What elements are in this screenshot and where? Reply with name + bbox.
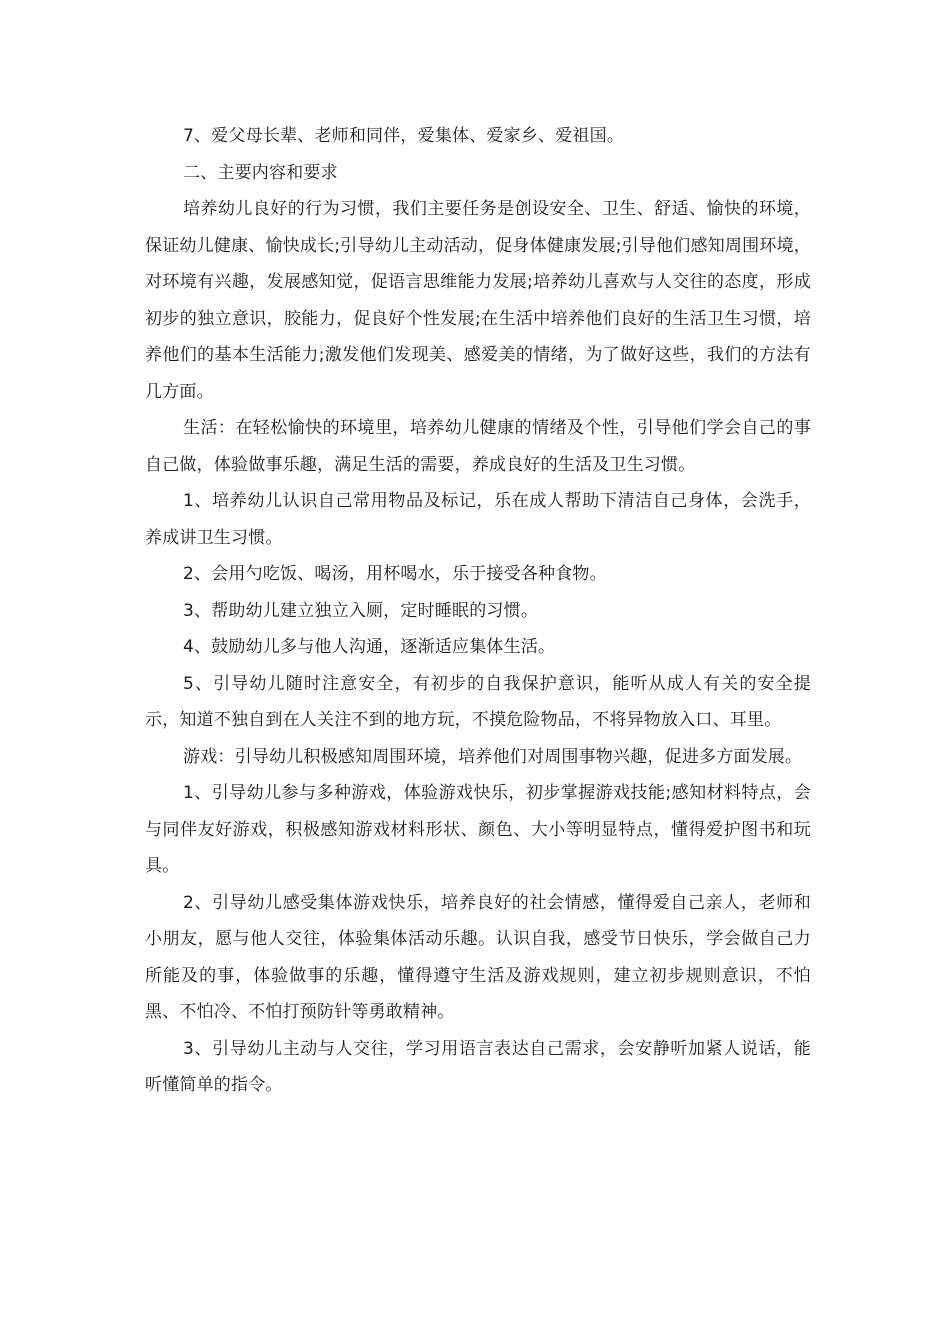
paragraph-item-7: 7、爱父母长辈、老师和同伴，爱集体、爱家乡、爱祖国。 — [183, 126, 625, 146]
section-heading-main-content: 二、主要内容和要求 — [183, 162, 338, 183]
document-body — [145, 118, 811, 1104]
life-item-5: 5、引导幼儿随时注意安全，有初步的自我保护意识，能听从成人有关的安全提示，知道不独自到在人关注不到的地方玩，不摸危险物品，不将异物放入口、耳里。 — [145, 673, 811, 730]
game-item-3: 3、引导幼儿主动与人交往，学习用语言表达自己需求，会安静听加紧人说话，能听懂简单的指令。 — [145, 1038, 811, 1095]
life-item-3: 3、帮助幼儿建立独立入厕，定时睡眠的习惯。 — [183, 600, 539, 621]
paragraph-game: 游戏：引导幼儿积极感知周围环境，培养他们对周围事物兴趣，促进多方面发展。 — [183, 746, 803, 767]
game-item-1: 1、引导幼儿参与多种游戏，体验游戏快乐，初步掌握游戏技能;感知材料特点，会与同伴友好游戏，积极感知游戏材料形状、颜色、大小等明显特点，懂得爱护图书和玩具。 — [145, 783, 811, 876]
life-item-4: 4、鼓励幼儿多与他人沟通，逐渐适应集体生活。 — [183, 637, 556, 657]
paragraph-life: 生活：在轻松愉快的环境里，培养幼儿健康的情绪及个性，引导他们学会自己的事自己做，体验做事乐趣，满足生活的需要，养成良好的生活及卫生习惯。 — [145, 418, 811, 475]
life-item-1: 1、培养幼儿认识自己常用物品及标记，乐在成人帮助下清洁自己身体，会洗手，养成讲卫生习惯。 — [145, 491, 811, 548]
game-item-2: 2、引导幼儿感受集体游戏快乐，培养良好的社会情感，懂得爱自己亲人，老师和小朋友，愿与他人交往，体验集体活动乐趣。认识自我，感受节日快乐，学会做自己力所能及的事，体验做事的乐趣，懂得遵守生活及游戏规则，建立初步规则意识，不怕黑、不怕冷、不怕打预防针等勇敢精神。 — [145, 892, 811, 1022]
life-item-2: 2、会用勺吃饭、喝汤，用杯喝水，乐于接受各种食物。 — [183, 564, 607, 584]
paragraph-intro: 培养幼儿良好的行为习惯，我们主要任务是创设安全、卫生、舒适、愉快的环境，保证幼儿健康、愉快成长;引导幼儿主动活动，促身体健康发展;引导他们感知周围环境，对环境有兴趣，发展感知觉，促语言思维能力发展;培养幼儿喜欢与人交往的态度，形成初步的独立意识，胶能力，促良好个性发展;在生活中培养他们良好的生活卫生习惯，培养他们的基本生活能力;激发他们发现美、感爱美的情绪，为了做好这些，我们的方法有几方面。 — [145, 199, 811, 402]
